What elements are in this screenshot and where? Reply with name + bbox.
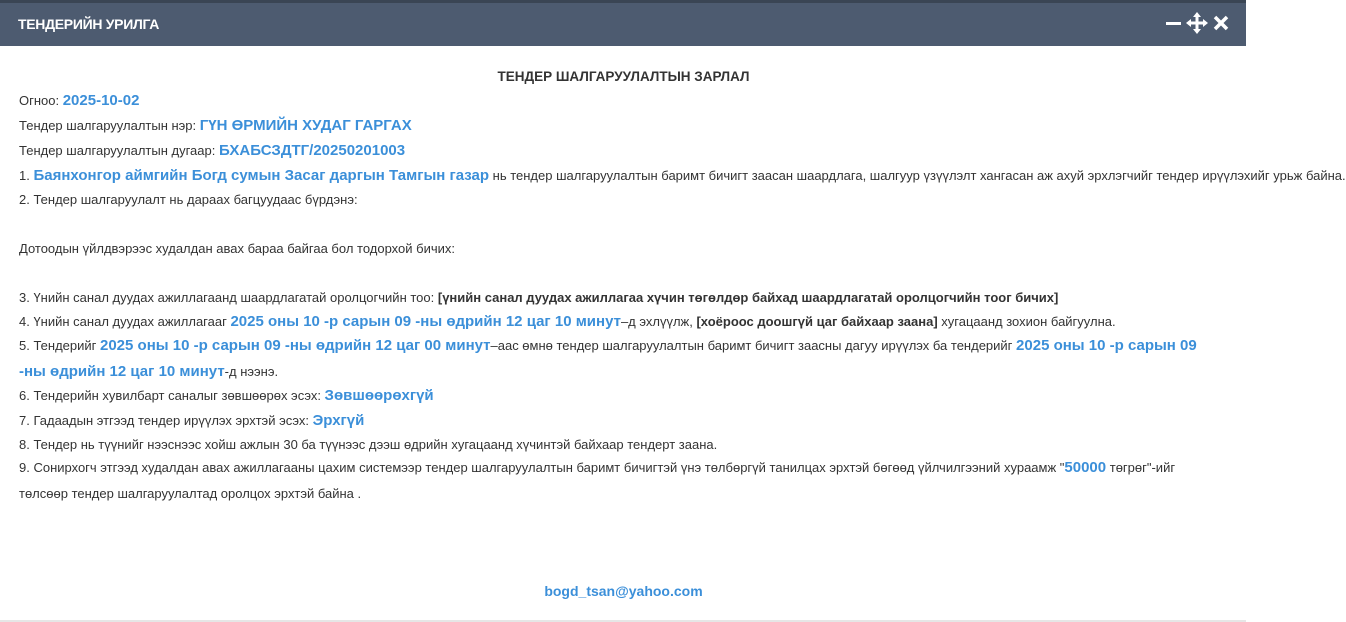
submission-deadline: 2025 оны 10 -р сарын 09 -ны өдрийн 12 цаг 00 минут (100, 337, 491, 354)
item-5 (19, 333, 1225, 385)
item-3 (19, 290, 1058, 305)
auction-start-date: 2025 оны 10 -р сарын 09 -ны өдрийн 12 цаг 10 минут (230, 313, 621, 330)
window-titlebar (0, 3, 1246, 46)
item-5-end: -д нээнэ. (224, 364, 279, 379)
fee-amount: 50000 (1064, 459, 1107, 476)
window-title: ТЕНДЕРИЙН УРИЛГА (18, 16, 160, 32)
item-9-end: төгрөг"-ийг төлсөөр тендер шалгаруулалтад оролцох эрхтэй байна . (19, 460, 1176, 501)
item-5-mid: –аас өмнө тендер шалгаруулалтын баримт бичигт заасны дагуу ирүүлэх ба тендерийг (490, 338, 1017, 353)
tender-name-row (19, 117, 412, 134)
item-7-text: 7. Гадаадын этгээд тендер ирүүлэх эрхтэй эсэх: (19, 413, 313, 428)
item-6-text: 6. Тендерийн хувилбарт саналыг зөвшөөрөх эсэх: (19, 388, 325, 403)
item-3-bold: [үнийн санал дуудах ажиллагаа хүчин төгөлдөр байхад шаардлагатай оролцогчийн тоог бичих] (437, 290, 1059, 305)
notice-heading: ТЕНДЕР ШАЛГАРУУЛАЛТЫН ЗАРЛАЛ (497, 69, 750, 84)
tender-number-label: Тендер шалгаруулалтын дугаар: (19, 143, 219, 158)
date-row (19, 92, 139, 109)
item-4-text: 4. Үнийн санал дуудах ажиллагааг (19, 314, 231, 329)
item-8: 8. Тендер нь түүнийг нээснээс хойш ажлын 30 ба түүнээс дээш өдрийн хугацаанд хүчинтэй байхаар тендерт заана. (19, 437, 718, 452)
organization-name: Баянхонгор аймгийн Богд сумын Засаг даргын Тамгын газар (33, 167, 490, 184)
opening-date: 2025 оны 10 -р сарын 09 -ны өдрийн 12 цаг 10 минут (19, 337, 1197, 380)
item-4-mid: –д эхлүүлж, (620, 314, 697, 329)
item-3-text: 3. Үнийн санал дуудах ажиллагаанд шаардлагатай оролцогчийн тоо: (19, 290, 438, 305)
move-arrows-icon[interactable] (1186, 12, 1208, 34)
alternative-bids-value: Зөвшөөрөхгүй (324, 387, 434, 404)
date-label: Огноо: (19, 93, 63, 108)
close-icon[interactable] (1210, 12, 1232, 34)
item-4-end: хугацаанд зохион байгуулна. (937, 314, 1116, 329)
tender-name-value: ГҮН ӨРМИЙН ХУДАГ ГАРГАХ (199, 117, 412, 134)
item-1 (19, 167, 1346, 184)
item-7 (19, 412, 364, 429)
item-9 (19, 455, 1225, 507)
item-9-text: 9. Сонирхогч этгээд худалдан авах ажиллагааны цахим системээр тендер шалгаруулалтын баримт бичигтэй үнэ төлбөргүй танилцах эрхтэй бөгөөд үйлчилгээний хураамж " (19, 460, 1065, 475)
item-4-bold: [хоёроос доошгүй цаг байхаар заана] (696, 314, 938, 329)
item-4 (19, 313, 1116, 330)
item-5-text: 5. Тендерийг (19, 338, 100, 353)
tender-number-value: БХАБСЗДТГ/20250201003 (218, 142, 406, 159)
foreign-entity-value: Эрхгүй (312, 412, 365, 429)
contact-email[interactable]: bogd_tsan@yahoo.com (544, 583, 703, 599)
item-2: 2. Тендер шалгаруулалт нь дараах багцуудаас бүрдэнэ: (19, 192, 358, 207)
item-1-prefix: 1. (19, 168, 34, 183)
minimize-icon[interactable] (1163, 12, 1185, 34)
tender-number-row (19, 142, 405, 159)
item-6 (19, 387, 434, 404)
domestic-note: Дотоодын үйлдвэрээс худалдан авах бараа байгаа бол тодорхой бичих: (19, 241, 455, 256)
tender-name-label: Тендер шалгаруулалтын нэр: (19, 118, 200, 133)
date-value: 2025-10-02 (62, 92, 140, 109)
item-1-text: нь тендер шалгаруулалтын баримт бичигт заасан шаардлага, шалгуур үзүүлэлт хангасан аж ахуй эрхлэгчийг тендер ирүүлэхийг урьж байна. (489, 168, 1346, 183)
